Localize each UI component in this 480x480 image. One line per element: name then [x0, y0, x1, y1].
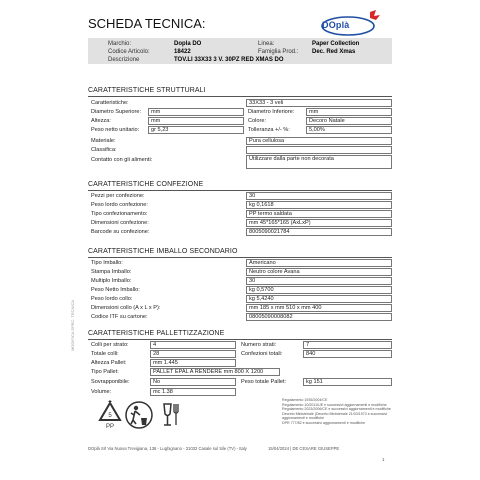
peso-lordo-conf-label: Peso lordo confezione: — [91, 202, 148, 208]
codice-label: Codice Articolo: — [108, 49, 150, 55]
descrizione-label: Descrizione — [108, 57, 140, 63]
volume-label: Volume: — [91, 389, 112, 395]
tipo-imballo-label: Tipo Imballo: — [91, 260, 123, 266]
colore-value: Decoro Natale — [306, 117, 392, 125]
tidyman-icon — [124, 400, 154, 435]
page-title: SCHEDA TECNICA: — [88, 16, 206, 31]
numero-strati-value: 7 — [303, 341, 392, 349]
peso-netto-label: Peso Netto Imballo: — [91, 287, 140, 293]
barcode-value: 8005090021784 — [246, 228, 392, 236]
note-line: Decreto Ministeriale (Decreto Ministeriale 21/03/1973 e successivi aggiornamenti e modifiche — [282, 411, 388, 420]
section-divider — [88, 339, 392, 340]
materiale-label: Materiale: — [91, 138, 116, 144]
famiglia-value: Dec. Red Xmas — [312, 49, 356, 55]
itf-value: 08005090008082 — [246, 313, 392, 321]
peso-value: gr 5,23 — [148, 126, 244, 134]
altezza-pallet-label: Altezza Pallet: — [91, 360, 127, 366]
codice-value: 18422 — [174, 49, 191, 55]
dimensioni-conf-label: Dimensioni confezione: — [91, 220, 149, 226]
section-imballo: CARATTERISTICHE IMBALLO SECONDARIO — [88, 248, 238, 255]
peso-totale-label: Peso totale Pallet: — [241, 379, 287, 385]
diam-sup-value: mm — [148, 108, 244, 116]
section-strutturali: CARATTERISTICHE STRUTTURALI — [88, 87, 206, 94]
food-contact-icon — [158, 400, 184, 435]
dimensioni-collo-value: mm 185 x mm 510 x mm 400 — [246, 304, 392, 312]
peso-label: Peso netto unitario: — [91, 127, 140, 133]
section-divider — [88, 257, 392, 258]
confezioni-totali-label: Confezioni totali: — [241, 351, 283, 357]
section-divider — [88, 96, 392, 97]
stampa-label: Stampa Imballo: — [91, 269, 132, 275]
linea-label: Linea: — [258, 41, 275, 47]
tipo-conf-label: Tipo confezionamento: — [91, 211, 148, 217]
section-pallettizzazione: CARATTERISTICHE PALLETTIZZAZIONE — [88, 330, 225, 337]
famiglia-label: Famiglia Prod.: — [258, 49, 299, 55]
peso-lordo-collo-label: Peso lordo collo: — [91, 296, 133, 302]
peso-lordo-collo-value: kg 5,4240 — [246, 295, 392, 303]
peso-netto-value: kg 0,5700 — [246, 286, 392, 294]
side-note: MODIFICA SPEC. TECNICA — [70, 300, 75, 352]
footer-date: 15/04/2024 | DE CESARE GIUSEPPE — [268, 446, 340, 451]
totale-colli-label: Totale colli: — [91, 351, 119, 357]
note-line: Regolamento 10/2011/UE e successivi aggiornamenti e modifiche — [282, 402, 387, 407]
dimensioni-conf-value: mm 45*165*165 (AxLxP) — [246, 219, 392, 227]
tolleranza-value: 5,00% — [306, 126, 392, 134]
tolleranza-label: Tolleranza +/- %: — [248, 127, 290, 133]
footer-company: DOplà Srl Via Nuova Trevigiana, 136 - Lughignano - 31032 Casale sul Sile (TV) - Italy — [88, 446, 247, 451]
pp-recycle-icon — [96, 400, 124, 435]
stampa-value: Neutro colore Avana — [246, 268, 392, 276]
peso-totale-value: kg 151 — [303, 378, 392, 386]
pezzi-label: Pezzi per confezione: — [91, 193, 145, 199]
tipo-imballo-value: Americano — [246, 259, 392, 267]
pezzi-value: 30 — [246, 192, 392, 200]
tipo-pallet-value: PALLET EPAL A RENDERE mm 800 X 1200 — [150, 368, 280, 376]
colore-label: Colore: — [248, 118, 267, 124]
altezza-label: Altezza: — [91, 118, 111, 124]
svg-text:PP: PP — [105, 424, 115, 430]
svg-text:5: 5 — [108, 413, 112, 419]
marchio-value: Dopla DO — [174, 41, 202, 47]
volume-value: mc 1.38 — [150, 388, 236, 396]
sovrapponibile-value: No — [150, 378, 236, 386]
classifica-label: Classifica: — [91, 147, 117, 153]
multiplo-value: 30 — [246, 277, 392, 285]
tipo-conf-value: PP termo saldata — [246, 210, 392, 218]
itf-label: Codice ITF su cartone: — [91, 314, 148, 320]
footer-address — [88, 446, 339, 451]
multiplo-label: Multiplo Imballo: — [91, 278, 132, 284]
numero-strati-label: Numero strati: — [241, 342, 277, 348]
classifica-value — [246, 146, 392, 154]
tipo-pallet-label: Tipo Pallet: — [91, 369, 119, 375]
note-line: Regolamento 1935/2004/CE — [282, 398, 328, 402]
peso-lordo-conf-value: kg 0,1618 — [246, 201, 392, 209]
barcode-label: Barcode su confezione: — [91, 229, 150, 235]
note-line: Regolamento 2023/2006/CE e successivi aggiornamenti e modifiche — [282, 407, 391, 411]
section-confezione: CARATTERISTICHE CONFEZIONE — [88, 181, 204, 188]
contatto-value: Utilizzare dalla parte non decorata — [246, 155, 392, 169]
descrizione-value: TOV.LI 33X33 3 V. 30PZ RED XMAS DO — [174, 57, 284, 63]
diam-inf-value: mm — [306, 108, 392, 116]
caratteristiche-label: Caratteristiche: — [91, 100, 129, 106]
altezza-pallet-value: mm 1.445 — [150, 359, 236, 367]
colli-strato-label: Colli per strato: — [91, 342, 129, 348]
materiale-value: Pura cellulosa — [246, 137, 392, 145]
sovrapponibile-label: Sovrapponibile: — [91, 379, 130, 385]
confezioni-totali-value: 840 — [303, 350, 392, 358]
caratteristiche-value: 33X33 - 3 veli — [246, 99, 392, 107]
page-number: 1 — [382, 457, 385, 462]
linea-value: Paper Collection — [312, 41, 360, 47]
regulatory-notes — [282, 398, 392, 425]
totale-colli-value: 28 — [150, 350, 236, 358]
note-line: DPR 777/82 e successivi aggiornamenti e modifiche — [282, 420, 366, 425]
marchio-label: Marchio: — [108, 41, 132, 47]
contatto-label: Contatto con gli alimenti: — [91, 157, 153, 163]
altezza-value: mm — [148, 117, 244, 125]
dimensioni-collo-label: Dimensioni collo (A x L x P): — [91, 305, 161, 311]
brand-logo — [318, 8, 390, 40]
logo-text: DOplà — [322, 20, 350, 30]
diam-inf-label: Diametro Inferiore: — [248, 109, 295, 115]
section-divider — [88, 190, 392, 191]
colli-strato-value: 4 — [150, 341, 236, 349]
diam-sup-label: Diametro Superiore: — [91, 109, 142, 115]
